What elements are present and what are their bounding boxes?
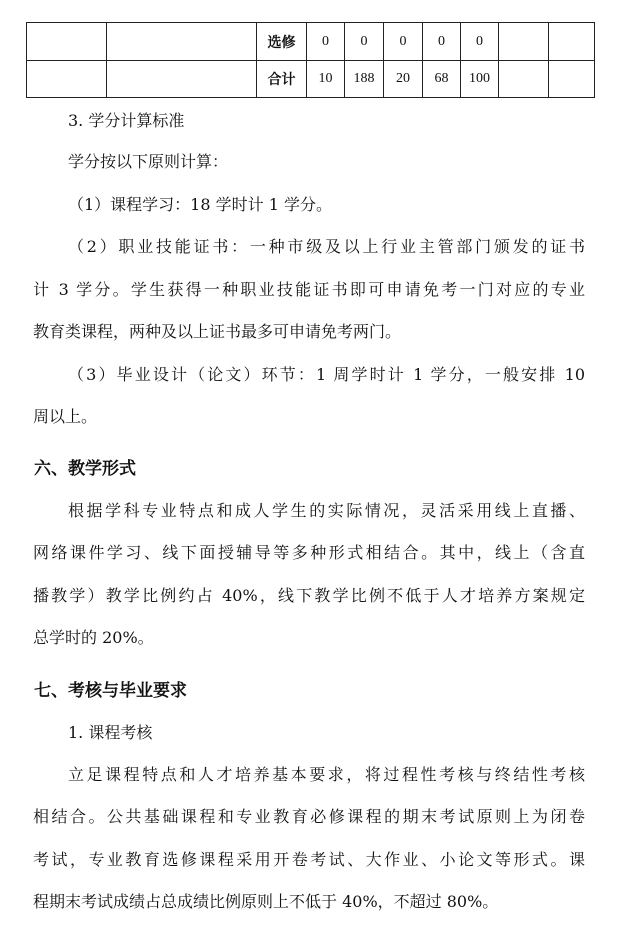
- table-cell-empty: [499, 23, 549, 61]
- course-assessment-title: 1. 课程考核: [68, 723, 153, 742]
- table-cell-empty: [499, 61, 549, 98]
- table-cell: 0: [345, 23, 384, 61]
- table-cell: 0: [384, 23, 423, 61]
- table-cell-empty: [549, 61, 595, 98]
- heading-teaching-form: 六、教学形式: [34, 459, 136, 479]
- teaching-form-line-4: 总学时的 20%。: [33, 628, 154, 647]
- table-cell: 68: [423, 61, 461, 98]
- table-cell-empty: [27, 61, 107, 98]
- section-3-title: 3. 学分计算标准: [68, 111, 185, 130]
- teaching-form-line-1: 根据学科专业特点和成人学生的实际情况，灵活采用线上直播、: [68, 501, 585, 520]
- table-cell-empty: [107, 61, 257, 98]
- table-cell: 10: [307, 61, 345, 98]
- table-cell: 20: [384, 61, 423, 98]
- section-3-item-3-line-2: 周以上。: [33, 407, 98, 426]
- table-cell: 0: [423, 23, 461, 61]
- row-label-elective: 选修: [257, 23, 307, 61]
- table-row-total: [27, 61, 595, 98]
- section-3-item-2-line-1: （2）职业技能证书：一种市级及以上行业主管部门颁发的证书: [68, 237, 585, 256]
- table-cell: 100: [461, 61, 499, 98]
- table-cell: 0: [307, 23, 345, 61]
- table-cell: 188: [345, 61, 384, 98]
- assessment-line-2: 相结合。公共基础课程和专业教育必修课程的期末考试原则上为闭卷: [33, 807, 585, 826]
- section-3-item-2-line-2: 计 3 学分。学生获得一种职业技能证书即可申请免考一门对应的专业: [33, 280, 585, 299]
- section-3-item-3-line-1: （3）毕业设计（论文）环节：1 周学时计 1 学分，一般安排 10: [68, 365, 585, 384]
- credit-summary-table: [26, 22, 595, 98]
- section-3-item-2-line-3: 教育类课程，两种及以上证书最多可申请免考两门。: [33, 322, 402, 341]
- row-label-total: 合计: [257, 61, 307, 98]
- table-cell-empty: [107, 23, 257, 61]
- table-row-elective: [27, 23, 595, 61]
- teaching-form-line-2: 网络课件学习、线下面授辅导等多种形式相结合。其中，线上（含直: [33, 543, 585, 562]
- assessment-line-1: 立足课程特点和人才培养基本要求，将过程性考核与终结性考核: [68, 765, 585, 784]
- section-3-item-1: （1）课程学习：18 学时计 1 学分。: [68, 195, 332, 214]
- assessment-line-4: 程期末考试成绩占总成绩比例原则上不低于 40%，不超过 80%。: [33, 892, 499, 911]
- table-cell: 0: [461, 23, 499, 61]
- teaching-form-line-3: 播教学）教学比例约占 40%，线下教学比例不低于人才培养方案规定: [33, 586, 585, 605]
- section-3-intro: 学分按以下原则计算：: [68, 152, 229, 171]
- assessment-line-3: 考试，专业教育选修课程采用开卷考试、大作业、小论文等形式。课: [33, 850, 585, 869]
- heading-assessment: 七、考核与毕业要求: [34, 681, 187, 701]
- table-cell-empty: [549, 23, 595, 61]
- table-cell-empty: [27, 23, 107, 61]
